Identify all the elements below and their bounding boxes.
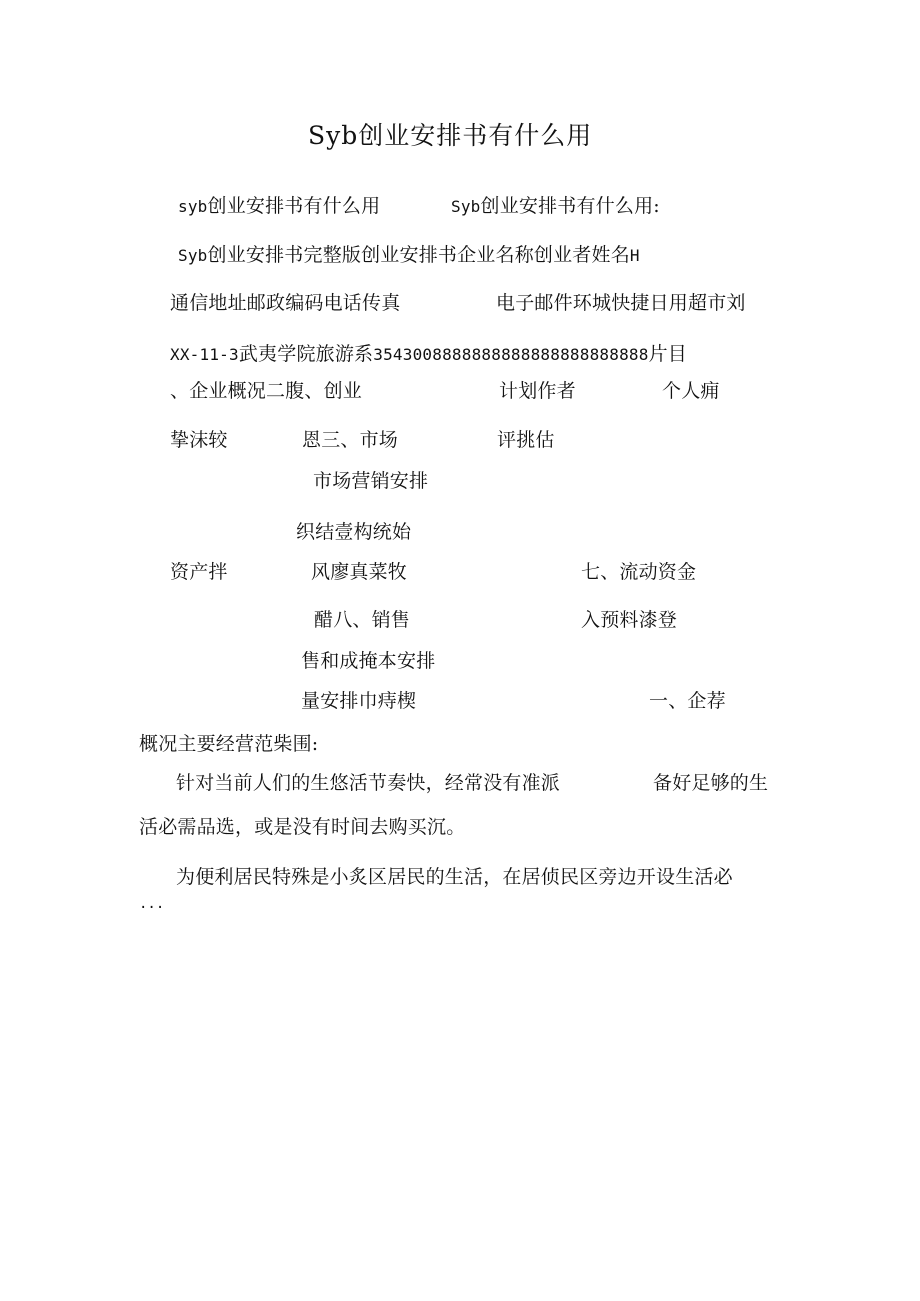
outline-item-structure: 织结壹构统始 [296, 521, 412, 543]
outline-item-market: 恩三、市场 [302, 429, 399, 451]
outline-item-author: 计划作者 [499, 380, 576, 402]
outline-item-marketing: 市场营销安排 [313, 470, 429, 492]
long-number: 3543008888888888888888888888 [373, 345, 649, 364]
intro-right-body: 创业安排书有什么用: [480, 195, 660, 217]
intro-left-prefix: syb [178, 197, 208, 216]
line-suffix: 片目 [648, 343, 687, 365]
paragraph-1-left: 针对当前人们的生悠活节奏快，经常没有准派 [176, 772, 561, 794]
outline-item-personal: 个人痈 [662, 380, 720, 402]
complete-plan-suffix: H [629, 246, 640, 265]
outline-item-capital: 七、流动资金 [581, 561, 697, 583]
intro-left-body: 创业安排书有什么用 [207, 195, 381, 217]
school-name: 武夷学院旅游系 [238, 343, 374, 365]
outline-item-company: 、企业概况二腹、创业 [170, 380, 363, 402]
complete-plan-prefix: Syb [178, 246, 208, 265]
outline-item-forecast: 入预料漆登 [581, 609, 678, 631]
contact-fields-left: 通信地址邮政编码电话传真 [170, 292, 401, 314]
intro-right-text [451, 197, 660, 216]
document-title: Syb创业安排书有什么用 [308, 121, 593, 150]
outline-item-sales: 醋八、销售 [314, 609, 411, 631]
ellipsis: ... [139, 896, 165, 912]
outline-item-risk: 风廖真菜牧 [311, 561, 408, 583]
intro-left-text [178, 197, 380, 216]
business-scope-heading: 概况主要经营范柴围: [139, 733, 319, 755]
school-number-line [170, 345, 687, 364]
contact-fields-right: 电子邮件环城快捷日用超市刘 [496, 292, 746, 314]
paragraph-1-right: 备好足够的生 [653, 772, 769, 794]
outline-item-assessment: 评挑估 [497, 429, 555, 451]
complete-plan-line [178, 246, 640, 265]
paragraph-1-continuation: 活必需品选，或是没有时间去购买沉。 [139, 816, 466, 838]
outline-item-row6-left: 挚沫较 [170, 429, 228, 451]
complete-plan-body: 创业安排书完整版创业安排书企业名称创业者姓名 [207, 244, 630, 266]
outline-item-volume-plan: 量安排巾痔楔 [301, 690, 417, 712]
outline-item-cost-plan: 售和成掩本安排 [301, 650, 436, 672]
intro-right-prefix: Syb [451, 197, 481, 216]
section-company-heading: 一、企荐 [649, 690, 726, 712]
outline-item-assets: 资产拌 [170, 561, 228, 583]
date-code: XX-11-3 [170, 345, 239, 364]
paragraph-2: 为便利居民特殊是小炙区居民的生活，在居侦民区旁边开设生活必 [176, 866, 733, 888]
